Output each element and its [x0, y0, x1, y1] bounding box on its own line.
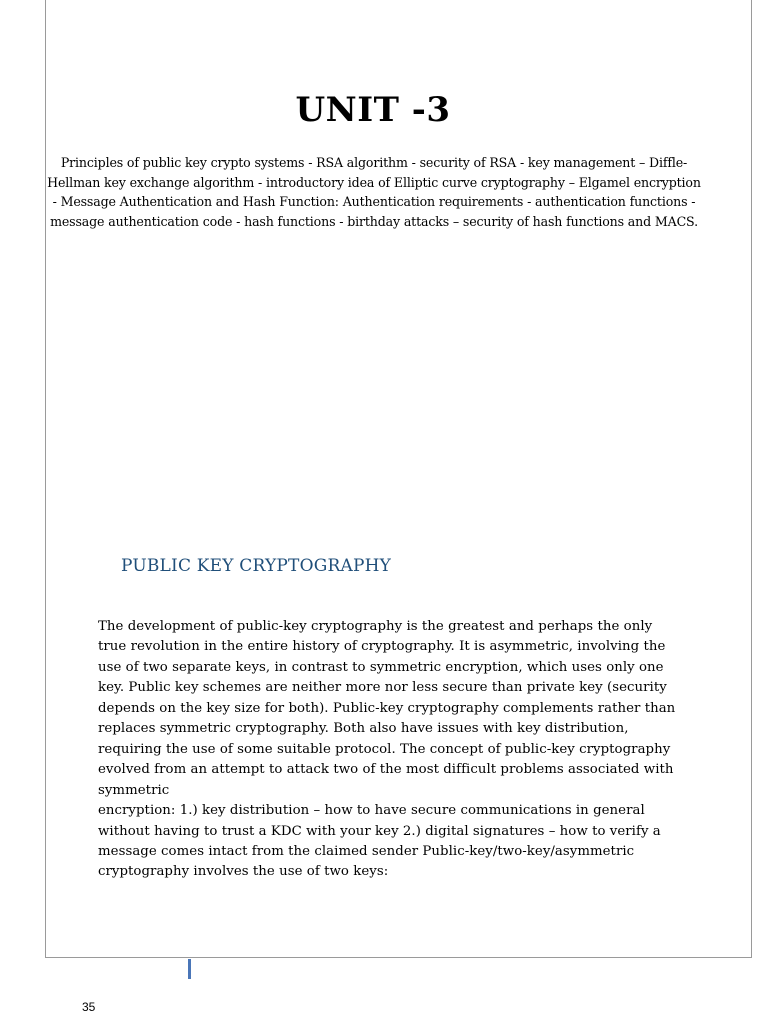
- page-marker: [188, 959, 191, 979]
- body-paragraph: [98, 617, 738, 883]
- syllabus-line: - Message Authentication and Hash Function: Authentication requirements - authentication functions -: [52, 194, 696, 209]
- syllabus-paragraph: [30, 153, 718, 231]
- section-heading: PUBLIC KEY CRYPTOGRAPHY: [121, 556, 392, 576]
- syllabus-line: Hellman key exchange algorithm - introductory idea of Elliptic curve cryptography – Elgamel encryption: [47, 174, 701, 190]
- body-line: use of two separate keys, in contrast to symmetric encryption, which uses only one: [98, 659, 664, 675]
- syllabus-line: Principles of public key crypto systems - RSA algorithm - security of RSA - key management – Diffle-: [60, 155, 688, 170]
- body-line: evolved from an attempt to attack two of the most difficult problems associated with: [98, 762, 674, 778]
- body-line: message comes intact from the claimed sender Public-key/two-key/asymmetric: [98, 843, 635, 859]
- body-line: cryptography involves the use of two keys:: [98, 864, 389, 880]
- body-line: requiring the use of some suitable protocol. The concept of public-key cryptography: [98, 741, 671, 757]
- body-line: The development of public-key cryptography is the greatest and perhaps the only: [98, 619, 653, 634]
- body-line: replaces symmetric cryptography. Both also have issues with key distribution,: [98, 721, 629, 737]
- body-line: encryption: 1.) key distribution – how to have secure communications in general: [98, 803, 645, 819]
- unit-title: UNIT -3: [295, 90, 451, 130]
- body-line: true revolution in the entire history of cryptography. It is asymmetric, involving the: [98, 639, 666, 655]
- body-line: symmetric: [98, 782, 170, 798]
- syllabus-line: message authentication code - hash functions - birthday attacks – security of hash functions and MACS.: [50, 213, 698, 229]
- body-line: key. Public key schemes are neither more nor less secure than private key (security: [98, 680, 667, 696]
- body-line: depends on the key size for both). Public-key cryptography complements rather than: [98, 700, 676, 716]
- body-line: without having to trust a KDC with your key 2.) digital signatures – how to verify a: [98, 823, 661, 839]
- page-number: 35: [82, 1000, 96, 1014]
